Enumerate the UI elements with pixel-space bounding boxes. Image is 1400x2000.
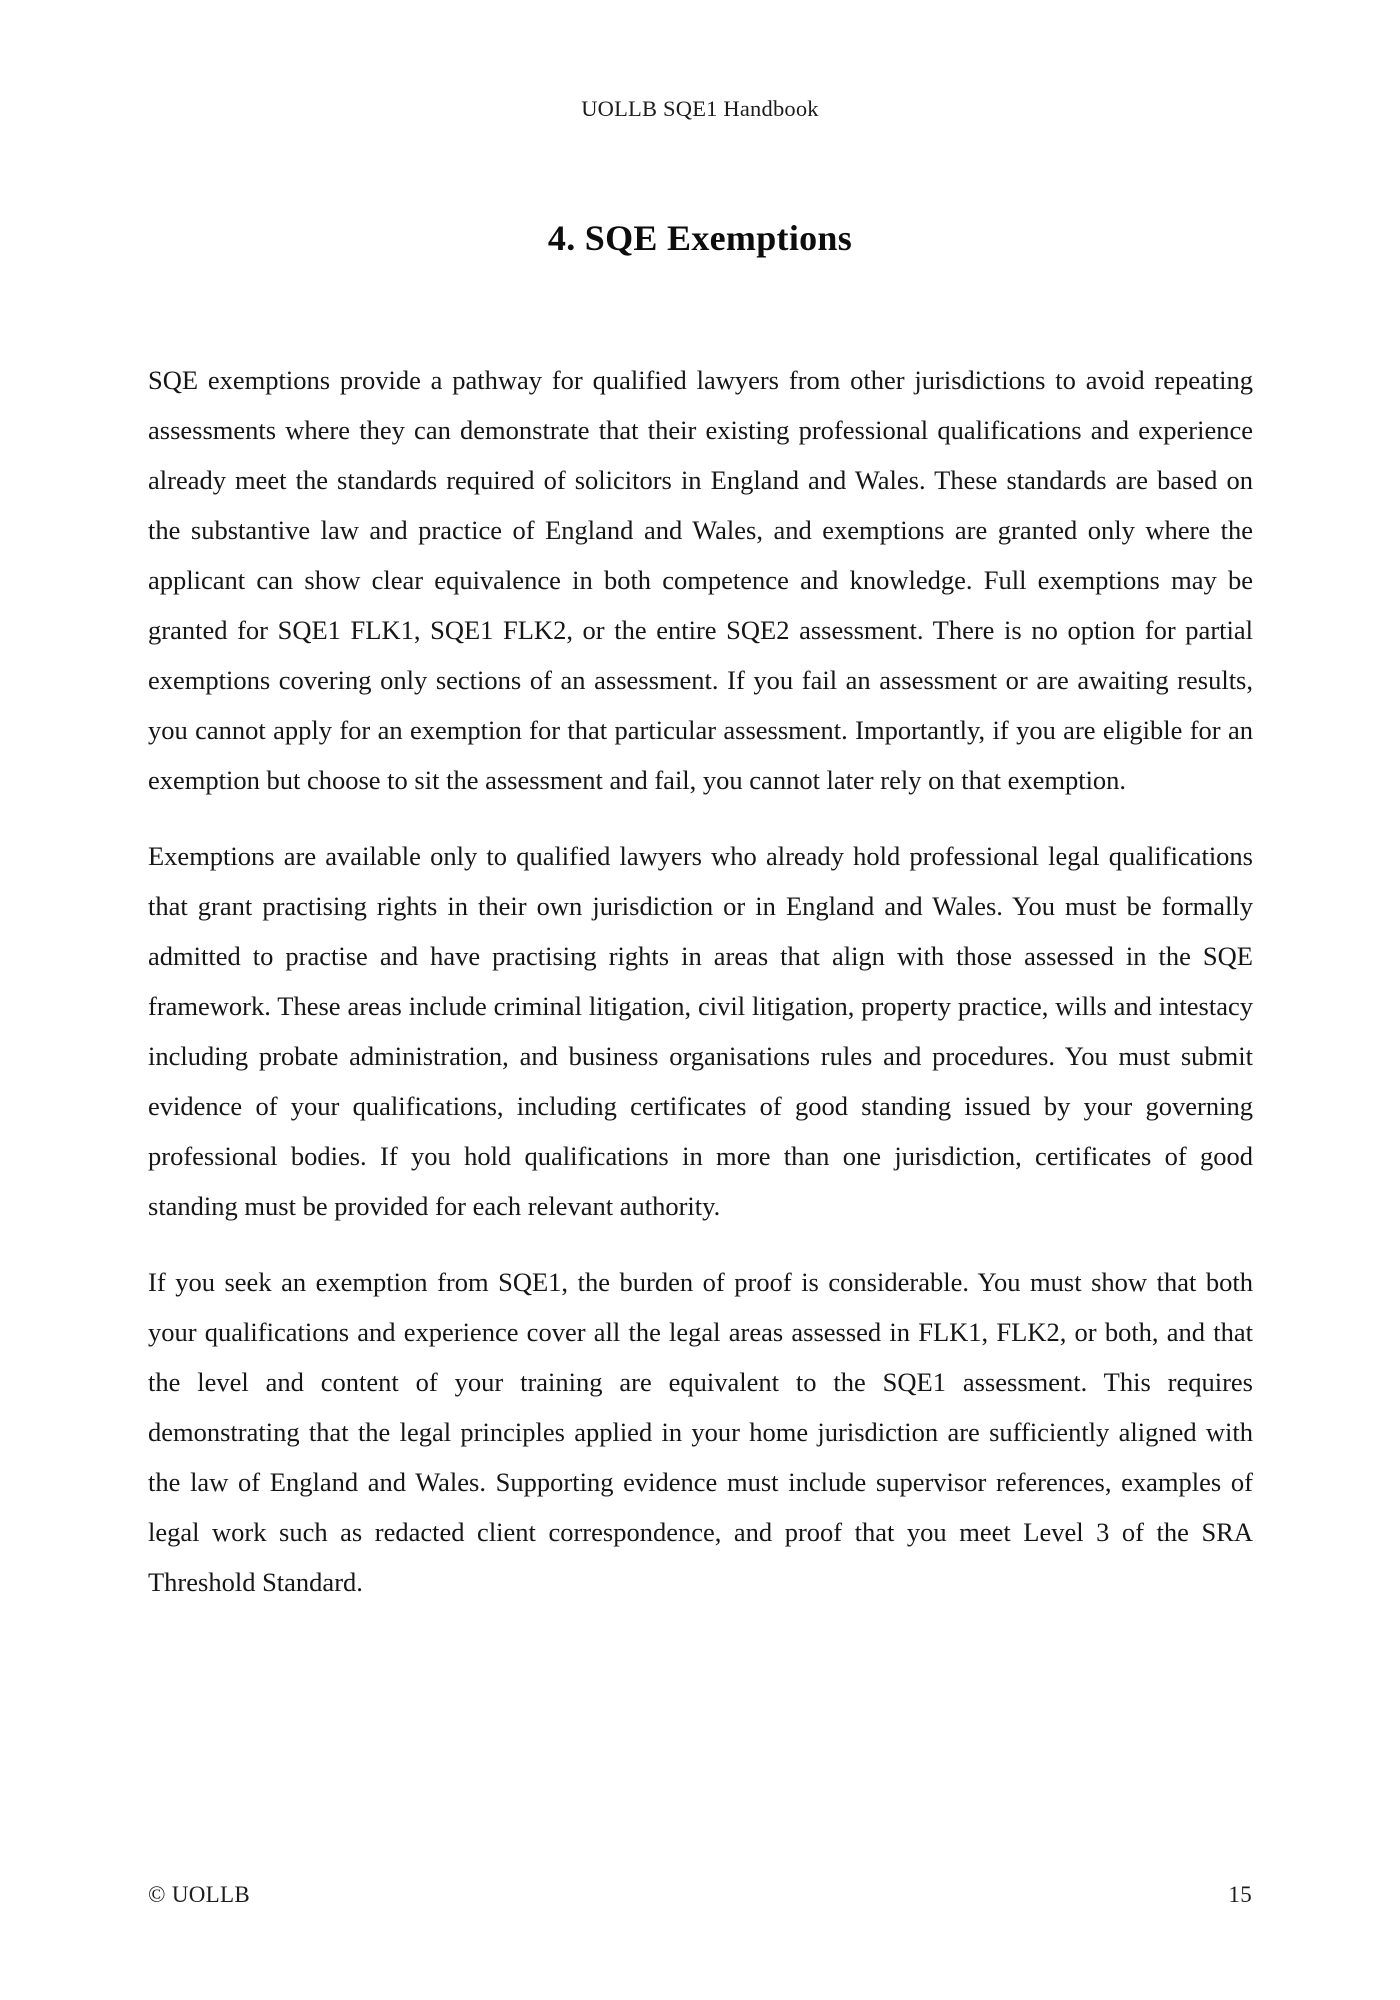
footer-page-number: 15 [1228, 1882, 1252, 1907]
footer-copyright: © UOLLB [148, 1882, 250, 1907]
body-paragraph: Exemptions are available only to qualified lawyers who already hold professional legal qualifications that grant practising rights in their own jurisdiction or in England and Wales. You must be formally admitted to practise and have practising rights in areas that align with those assessed in the SQE framework. These areas include criminal litigation, civil litigation, property practice, wills and intestacy including probate administration, and business organisations rules and procedures. You must submit evidence of your qualifications, including certificates of good standing issued by your governing professional bodies. If you hold qualifications in more than one jurisdiction, certificates of good standing must be provided for each relevant authority. [148, 841, 1253, 1221]
running-header: UOLLB SQE1 Handbook [581, 96, 819, 121]
body-text-column [148, 355, 1253, 1607]
page-title: 4. SQE Exemptions [547, 218, 853, 259]
body-paragraph: SQE exemptions provide a pathway for qualified lawyers from other jurisdictions to avoid repeating assessments where they can demonstrate that their existing professional qualifications and experience already meet the standards required of solicitors in England and Wales. These standards are based on the substantive law and practice of England and Wales, and exemptions are granted only where the applicant can show clear equivalence in both competence and knowledge. Full exemptions may be granted for SQE1 FLK1, SQE1 FLK2, or the entire SQE2 assessment. There is no option for partial exemptions covering only sections of an assessment. If you fail an assessment or are awaiting results, you cannot apply for an exemption for that particular assessment. Importantly, if you are eligible for an exemption but choose to sit the assessment and fail, you cannot later rely on that exemption. [148, 365, 1253, 795]
body-paragraph: If you seek an exemption from SQE1, the burden of proof is considerable. You must show that both your qualifications and experience cover all the legal areas assessed in FLK1, FLK2, or both, and that the level and content of your training are equivalent to the SQE1 assessment. This requires demonstrating that the legal principles applied in your home jurisdiction are sufficiently aligned with the law of England and Wales. Supporting evidence must include supervisor references, examples of legal work such as redacted client correspondence, and proof that you meet Level 3 of the SRA Threshold Standard. [148, 1267, 1253, 1597]
page-footer [148, 1882, 1252, 1908]
